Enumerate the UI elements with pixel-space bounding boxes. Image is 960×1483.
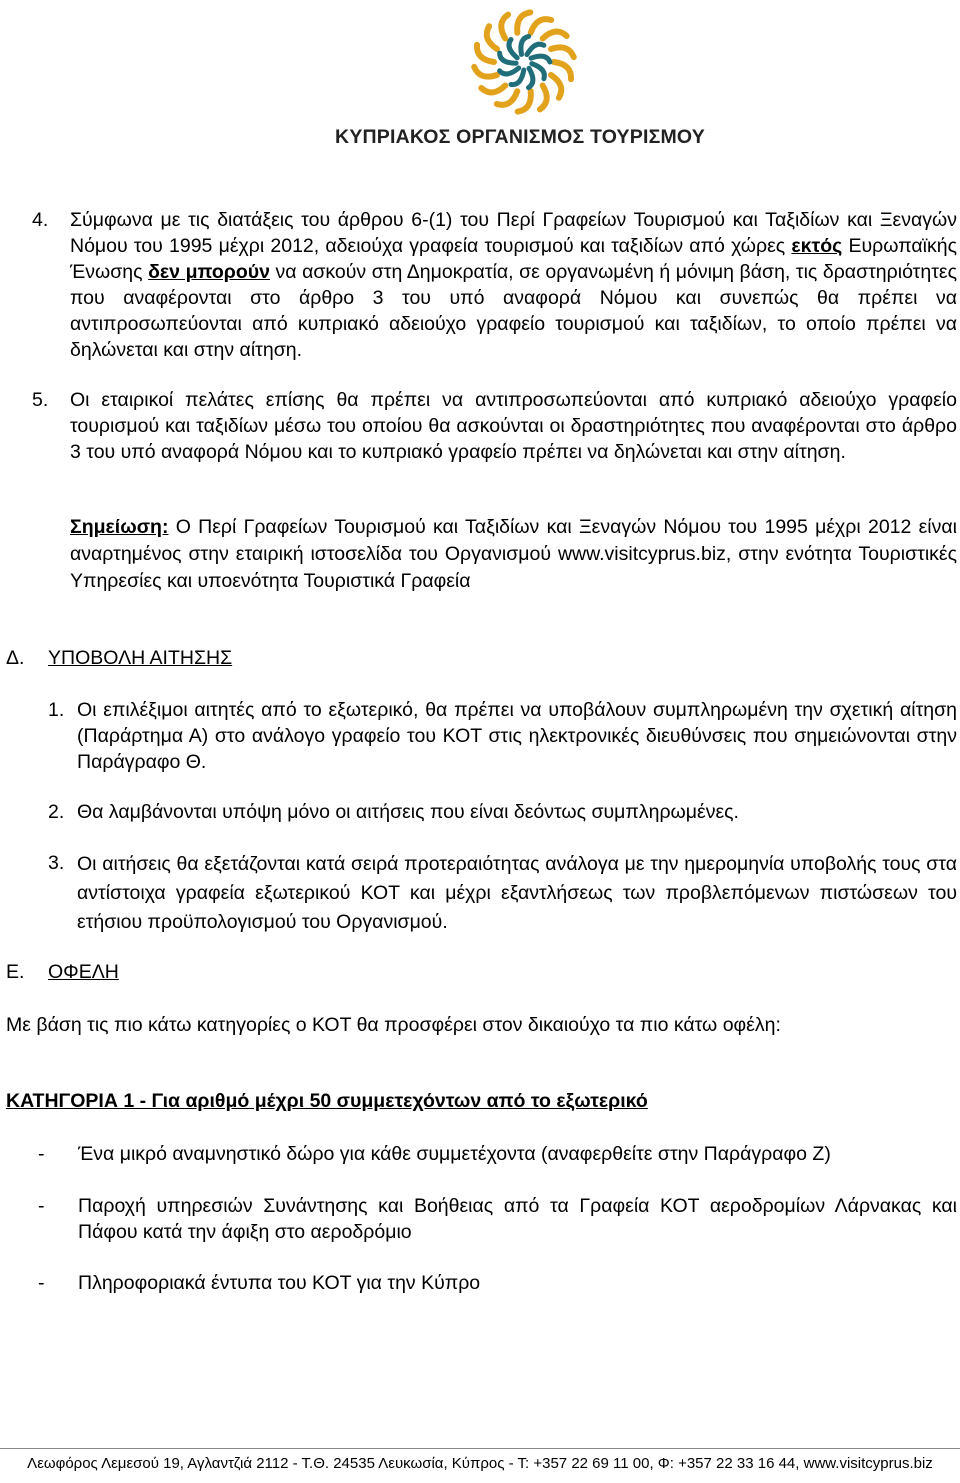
section-d-item-3-text: Οι αιτήσεις θα εξετάζονται κατά σειρά προτεραιότητας ανάλογα με την ημερομηνία υποβολής τους στα αντίστοιχα γραφεία εξωτερικού ΚΟΤ και μέχρι εξαντλήσεως των προβλεπόμενων πιστώσεων του ετήσιου προϋπολογισμού του Οργανισμού. [77, 853, 957, 933]
logo-outer-swirl [518, 91, 531, 111]
item-4-emphasis-outside: εκτός [791, 235, 843, 257]
logo-outer-swirl [474, 67, 497, 77]
bullet-1-dash: - [38, 1143, 45, 1165]
category-1-title: ΚΑΤΗΓΟΡΙΑ 1 - Για αριθμό μέχρι 50 συμμετεχόντων από το εξωτερικό [6, 1090, 648, 1112]
logo-outer-swirl [517, 12, 530, 32]
logo-outer-swirl [551, 75, 561, 98]
section-d-item-1-number: 1. [48, 699, 65, 721]
logo-outer-swirl [540, 86, 547, 110]
section-d-title: ΥΠΟΒΟΛΗ ΑΙΤΗΣΗΣ [48, 647, 233, 669]
bullet-1-text: Ένα μικρό αναμνηστικό δώρο για κάθε συμμετέχοντα (αναφερθείτε στην Παράγραφο Ζ) [78, 1143, 831, 1165]
section-d-item-1-text: Οι επιλέξιμοι αιτητές από το εξωτερικό, θα πρέπει να υποβάλουν συμπληρωμένη την σχετική αίτηση (Παράρτημα Α) στο ανάλογο γραφείο του ΚΟΤ στις ηλεκτρονικές διευθύνσεις που σημειώνονται στην Παράγραφο Θ. [77, 699, 957, 773]
logo-inner-swirl [527, 44, 544, 54]
section-d-item-2-text: Θα λαμβάνονται υπόψη μόνο οι αιτήσεις που είναι δεόντως συμπληρωμένες. [77, 801, 739, 823]
section-d-letter: Δ. [6, 647, 25, 669]
item-4-text-c: να ασκούν στη Δημοκρατία, σε οργανωμένη ή μόνιμη βάση, τις δραστηριότητες που αναφέρονται στο άρθρο 3 του υπό αναφορά Νόμου και συνεπώς θα πρέπει να αντιπροσωπεύονται από κυπριακό αδειούχο γραφείο τουρισμού και ταξιδίων, το οποίο πρέπει να δηλώνεται και στην αίτηση. [70, 261, 957, 361]
logo-outer-swirl [551, 47, 574, 57]
cto-logo [470, 6, 578, 118]
section-e-title: ΟΦΕΛΗ [48, 961, 119, 983]
bullet-2-text: Παροχή υπηρεσιών Συνάντησης και Βοήθειας από τα Γραφεία ΚΟΤ αεροδρομίων Λάρνακας και Πάφου κατά την άφιξη στο αεροδρόμιο [78, 1195, 957, 1243]
note-text: Ο Περί Γραφείων Τουρισμού και Ταξιδίων και Ξεναγών Νόμου του 1995 μέχρι 2012 είναι αναρτημένος στην εταιρική ιστοσελίδα του Οργανισμού www.visitcyprus.biz, στην ενότητα Τουριστικές Υπηρεσίες και υποενότητα Τουριστικά Γραφεία [70, 516, 957, 592]
logo-outer-swirl [501, 15, 508, 39]
item-4-text-b: Ευρωπαϊκής Ένωσης [70, 235, 957, 283]
logo-inner-swirl [500, 68, 519, 74]
bullet-2-dash: - [38, 1195, 45, 1217]
bullet-3-dash: - [38, 1272, 45, 1294]
item-5-paragraph: Οι εταιρικοί πελάτες επίσης θα πρέπει να αντιπροσωπεύονται από κυπριακό αδειούχο γραφείο τουρισμού και ταξιδίων μέσω του οποίου θα ασκούνται οι δραστηριότητες που αναφέρονται στο άρθρο 3 του υπό αναφορά Νόμου και το κυπριακό γραφείο πρέπει να δηλώνεται και στην αίτηση. [70, 389, 957, 463]
section-d-item-2-number: 2. [48, 801, 65, 823]
note-label: Σημείωση: [70, 516, 169, 538]
item-5-number: 5. [32, 389, 49, 411]
note-paragraph [70, 514, 957, 595]
item-4-paragraph [70, 207, 957, 363]
item-4-emphasis-cannot: δεν μπορούν [148, 261, 270, 283]
item-4-number: 4. [32, 209, 49, 231]
logo-outer-swirl [487, 26, 497, 49]
header [0, 0, 960, 160]
logo-inner-swirl [509, 40, 517, 58]
logo-outer-swirl [543, 32, 567, 39]
bullet-3-text: Πληροφοριακά έντυπα του ΚΟΤ για την Κύπρο [78, 1272, 481, 1294]
organisation-name: ΚΥΠΡΙΑΚΟΣ ΟΡΓΑΝΙΣΜΟΣ ΤΟΥΡΙΣΜΟΥ [335, 126, 705, 148]
footer-contact: Λεωφόρος Λεμεσού 19, Αγλαντζιά 2112 - Τ.Θ. 24535 Λευκωσία, Κύπρος - Τ: +357 22 69 11 00, Φ: +357 22 33 16 44, www.visitcyprus.biz [0, 1448, 960, 1483]
section-e-letter: Ε. [6, 961, 25, 983]
logo-outer-swirl [481, 86, 505, 93]
logo-inner-swirl [529, 68, 533, 87]
section-e-intro: Με βάση τις πιο κάτω κατηγορίες ο ΚΟΤ θα προσφέρει στον δικαιούχο τα πιο κάτω οφέλη: [6, 1014, 781, 1036]
logo-inner-swirl [531, 56, 550, 62]
section-d-item-3-number: 3. [48, 852, 65, 874]
item-4-text-a: Σύμφωνα με τις διατάξεις του άρθρου 6-(1) του Περί Γραφείων Τουρισμού και Ταξιδίων και Ξεναγών Νόμου του 1995 μέχρι 2012, αδειούχα γραφεία τουρισμού και ταξιδίων από χώρες [70, 209, 957, 257]
